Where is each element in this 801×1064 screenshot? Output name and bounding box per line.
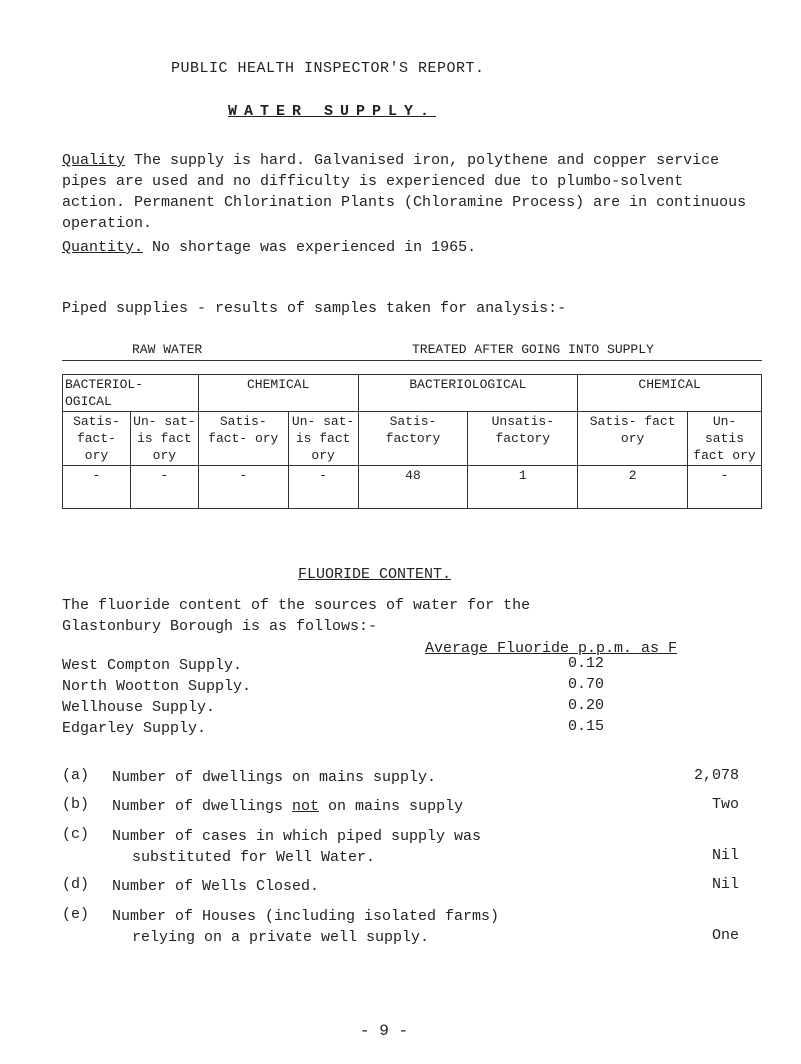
table-cell: 2 — [578, 466, 688, 509]
table-row — [63, 412, 762, 466]
table-cell: - — [288, 466, 358, 509]
item-letter: (b) — [62, 796, 90, 813]
table-row — [63, 375, 762, 412]
table-cell: - — [130, 466, 198, 509]
quality-label: Quality — [62, 152, 126, 169]
raw-water-heading: RAW WATER — [132, 342, 203, 357]
fluoride-value: 0.70 — [568, 676, 605, 693]
item-value: 2,078 — [693, 767, 739, 784]
treated-bacteriological-header: BACTERIOLOGICAL — [358, 375, 578, 412]
fluoride-intro-line2: Glastonbury Borough is as follows:- — [62, 618, 378, 635]
column-header: Satis- fact- ory — [63, 412, 131, 466]
column-header: Satis- fact- ory — [198, 412, 288, 466]
table-cell: 1 — [468, 466, 578, 509]
item-letter: (c) — [62, 826, 90, 843]
item-value: Nil — [711, 847, 739, 864]
fluoride-value: 0.15 — [568, 718, 605, 735]
fluoride-source: West Compton Supply. — [62, 657, 243, 674]
fluoride-source: Edgarley Supply. — [62, 720, 207, 737]
item-letter: (a) — [62, 767, 90, 784]
fluoride-source: North Wootton Supply. — [62, 678, 252, 695]
table-cell: 48 — [358, 466, 468, 509]
piped-intro: Piped supplies - results of samples taken for analysis:- — [62, 300, 567, 317]
item-text: Number of Houses (including isolated farms) — [112, 908, 500, 925]
table-group-header — [62, 340, 762, 361]
page-number: - 9 - — [360, 1022, 409, 1040]
table-cell: - — [63, 466, 131, 509]
fluoride-source: Wellhouse Supply. — [62, 699, 216, 716]
raw-chemical-header: CHEMICAL — [198, 375, 358, 412]
item-emphasis: not — [292, 798, 320, 815]
item-text-continued: substituted for Well Water. — [132, 849, 376, 866]
column-header: Unsatis- factory — [468, 412, 578, 466]
item-text: Number of Wells Closed. — [112, 878, 320, 895]
item-text: Number of dwellings not on mains supply — [112, 798, 464, 815]
section-title: WATER SUPPLY. — [228, 103, 437, 120]
page-header: PUBLIC HEALTH INSPECTOR'S REPORT. — [171, 60, 485, 77]
item-letter: (e) — [62, 906, 90, 923]
item-value: One — [711, 927, 739, 944]
fluoride-title: FLUORIDE CONTENT. — [298, 566, 452, 583]
quantity-paragraph — [62, 237, 752, 258]
quality-paragraph — [62, 150, 752, 234]
quality-text: The supply is hard. Galvanised iron, polythene and copper service pipes are used and no difficulty is experienced due to plumbo-solvent action. Permanent Chlorination Plants (Chloramine Process) are in continuous operation. — [62, 152, 747, 232]
fluoride-column-header: Average Fluoride p.p.m. as F — [425, 640, 678, 657]
item-text: Number of dwellings on mains supply. — [112, 769, 437, 786]
table-row — [63, 466, 762, 509]
treated-chemical-header: CHEMICAL — [578, 375, 762, 412]
water-analysis-table — [62, 374, 762, 509]
quantity-text: No shortage was experienced in 1965. — [152, 239, 477, 256]
column-header: Un- sat- is fact ory — [130, 412, 198, 466]
fluoride-value: 0.20 — [568, 697, 605, 714]
raw-bacteriological-header: BACTERIOL- OGICAL — [63, 375, 199, 412]
item-value: Nil — [711, 876, 739, 893]
table-cell: - — [198, 466, 288, 509]
column-header: Satis- factory — [358, 412, 468, 466]
column-header: Satis- fact ory — [578, 412, 688, 466]
column-header: Un- satis fact ory — [688, 412, 762, 466]
item-letter: (d) — [62, 876, 90, 893]
quantity-label: Quantity. — [62, 239, 144, 256]
item-text: Number of cases in which piped supply was — [112, 828, 482, 845]
fluoride-value: 0.12 — [568, 655, 605, 672]
item-value: Two — [711, 796, 739, 813]
treated-heading: TREATED AFTER GOING INTO SUPPLY — [412, 342, 654, 357]
column-header: Un- sat- is fact ory — [288, 412, 358, 466]
table-cell: - — [688, 466, 762, 509]
item-text-continued: relying on a private well supply. — [132, 929, 430, 946]
fluoride-intro-line1: The fluoride content of the sources of water for the — [62, 597, 531, 614]
